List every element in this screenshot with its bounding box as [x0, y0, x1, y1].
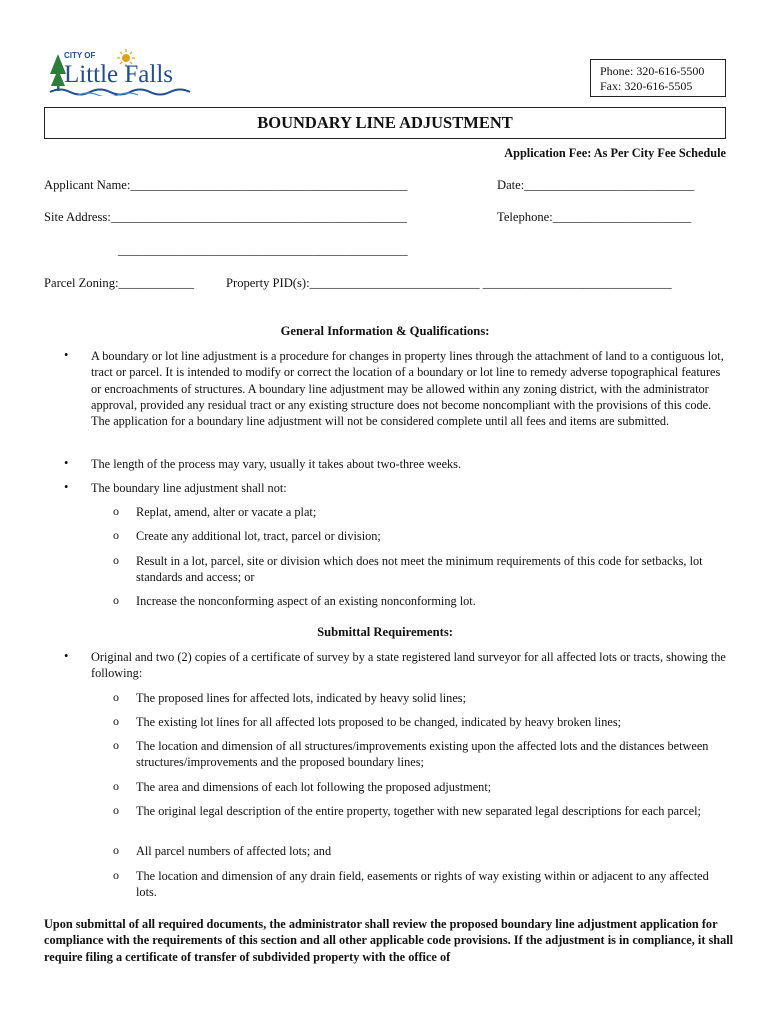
general-bullet-1: A boundary or lot line adjustment is a procedure for changes in property lines through the attachment of land to a contiguous lot, tract or parcel. It is intended to modify or correct the location of a boundary or lot line to remedy adverse topographical features or encroachments of structures. A boundary line adjustment may be allowed within any zoning district, with the administrator approval, provided any residual tract or any existing structure does not become noncompliant with the provisions of this code. The application for a boundary line adjustment will not be considered complete until all fees and items are submitted.	[91, 349, 724, 429]
submittal-heading: Submittal Requirements:	[317, 625, 453, 639]
site-address-field[interactable]: Site Address:_______________________________________________	[44, 210, 407, 224]
sub-bullet-marker: o	[113, 843, 119, 857]
bullet-marker: •	[64, 456, 69, 470]
shall-not-item-3: Result in a lot, parcel, site or division which does not meet the minimum requirements of this code for setbacks, lot standards and access; or	[136, 554, 703, 585]
applicant-name-field[interactable]: Applicant Name:____________________________________________	[44, 178, 408, 192]
form-title: BOUNDARY LINE ADJUSTMENT	[44, 107, 726, 139]
closing-paragraph: Upon submittal of all required documents, the administrator shall review the proposed boundary line adjustment application for compliance with the requirements of this section and all other applicable code provisions. If the adjustment is in compliance, it shall require filing a certificate of transfer of subdivided property with the office of	[44, 917, 734, 964]
site-address-line2-field[interactable]: ______________________________________________	[118, 243, 408, 257]
submittal-item-5: The original legal description of the entire property, together with new separated legal descriptions for each parcel;	[136, 804, 701, 818]
submittal-item-4: The area and dimensions of each lot following the proposed adjustment;	[136, 780, 492, 794]
submittal-item-3: The location and dimension of all structures/improvements existing upon the affected lots and the distances between structures/improvements and the proposed boundary lines;	[136, 739, 709, 770]
bullet-marker: •	[64, 649, 69, 663]
sub-bullet-marker: o	[113, 868, 119, 882]
general-bullet-3: The boundary line adjustment shall not:	[91, 481, 287, 495]
sub-bullet-marker: o	[113, 528, 119, 542]
telephone-field[interactable]: Telephone:______________________	[497, 210, 692, 224]
sub-bullet-marker: o	[113, 690, 119, 704]
fax-text: Fax: 320-616-5505	[600, 79, 693, 93]
sub-bullet-marker: o	[113, 714, 119, 728]
sub-bullet-marker: o	[113, 738, 119, 752]
shall-not-item-1: Replat, amend, alter or vacate a plat;	[136, 505, 317, 519]
submittal-item-2: The existing lot lines for all affected lots proposed to be changed, indicated by heavy broken lines;	[136, 715, 622, 729]
submittal-item-6: All parcel numbers of affected lots; and	[136, 844, 332, 858]
submittal-item-1: The proposed lines for affected lots, indicated by heavy solid lines;	[136, 691, 466, 705]
sub-bullet-marker: o	[113, 593, 119, 607]
logo-city-of: CITY OF	[64, 51, 96, 60]
property-pid-field[interactable]: Property PID(s):___________________________ ______________________________	[226, 276, 672, 290]
sub-bullet-marker: o	[113, 803, 119, 817]
date-field[interactable]: Date:___________________________	[497, 178, 695, 192]
submittal-bullet: Original and two (2) copies of a certificate of survey by a state registered land surveyor for all affected lots or tracts, showing the following:	[91, 650, 726, 681]
shall-not-item-2: Create any additional lot, tract, parcel or division;	[136, 529, 381, 543]
parcel-zoning-field[interactable]: Parcel Zoning:____________	[44, 276, 195, 290]
logo-name: Little Falls	[64, 61, 174, 88]
phone-text: Phone: 320-616-5500	[600, 64, 705, 78]
application-fee: Application Fee: As Per City Fee Schedule	[504, 146, 726, 160]
shall-not-item-4: Increase the nonconforming aspect of an existing nonconforming lot.	[136, 594, 476, 608]
sub-bullet-marker: o	[113, 504, 119, 518]
bullet-marker: •	[64, 348, 69, 362]
sub-bullet-marker: o	[113, 553, 119, 567]
city-logo	[48, 46, 208, 96]
sub-bullet-marker: o	[113, 779, 119, 793]
bullet-marker: •	[64, 480, 69, 494]
submittal-item-7: The location and dimension of any drain field, easements or rights of way existing within or adjacent to any affected lots.	[136, 869, 709, 900]
general-bullet-2: The length of the process may vary, usually it takes about two-three weeks.	[91, 457, 462, 471]
general-info-heading: General Information & Qualifications:	[280, 324, 490, 338]
contact-box	[590, 59, 726, 97]
